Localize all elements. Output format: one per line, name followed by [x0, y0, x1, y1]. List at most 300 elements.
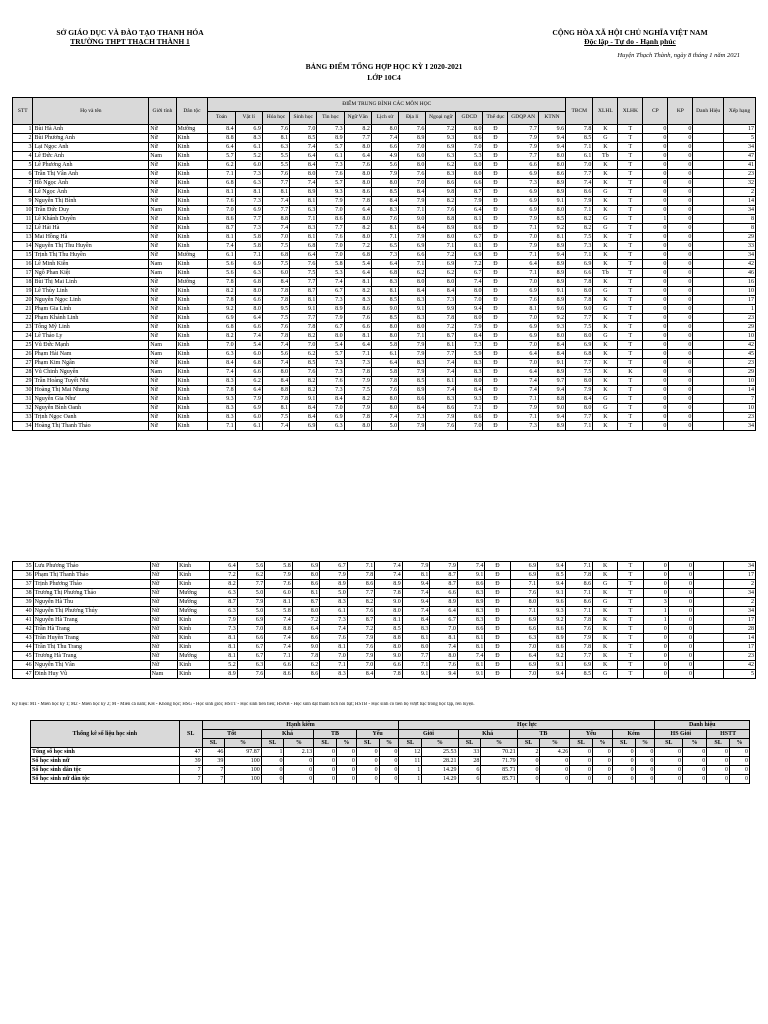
table-cell: 24: [13, 332, 33, 341]
table-cell: 0: [668, 377, 693, 386]
table-cell: 19: [13, 287, 33, 296]
table-cell: 0: [643, 296, 668, 305]
table-cell: 7.1: [566, 251, 593, 260]
table-cell: 6.9: [510, 661, 538, 670]
table-cell: 8.0: [566, 377, 593, 386]
stats-row: [31, 748, 750, 757]
table-cell: T: [618, 323, 643, 332]
table-cell: 8.2: [290, 386, 317, 395]
table-cell: 8.1: [210, 643, 238, 652]
table-cell: 6.4: [508, 350, 538, 359]
table-cell: 7.0: [208, 206, 235, 215]
table-cell: 9.2: [208, 305, 235, 314]
stats-cell: 7: [202, 775, 225, 784]
table-cell: 0: [668, 341, 693, 350]
table-cell: 8.8: [262, 215, 289, 224]
stats-sub-header: TB: [314, 730, 357, 739]
table-cell: 8.9: [426, 224, 456, 233]
table-cell: 47: [13, 670, 34, 679]
table-cell: [693, 224, 724, 233]
table-cell: 6.1: [208, 251, 235, 260]
table-cell: 8.3: [371, 278, 398, 287]
table-cell: [693, 395, 724, 404]
table-cell: 17: [723, 616, 755, 625]
table-cell: 0: [643, 143, 668, 152]
table-cell: 8.0: [456, 314, 483, 323]
stats-cell: 0: [729, 766, 749, 775]
table-cell: 5.0: [237, 589, 265, 598]
table-cell: Kinh: [178, 643, 210, 652]
table-cell: 8.1: [208, 188, 235, 197]
table-cell: 21: [13, 305, 33, 314]
table-cell: 38: [13, 589, 34, 598]
table-cell: Nữ: [149, 179, 176, 188]
table-cell: Kinh: [178, 571, 210, 580]
table-cell: 8.6: [457, 625, 485, 634]
table-cell: [693, 413, 724, 422]
table-cell: 7.3: [456, 341, 483, 350]
table-cell: 8.8: [426, 215, 456, 224]
table-cell: 7.3: [210, 625, 238, 634]
table-cell: 0: [668, 643, 693, 652]
table-cell: 9.8: [426, 188, 456, 197]
table-cell: 7.0: [347, 661, 375, 670]
table-cell: [693, 170, 724, 179]
table-cell: 7.1: [320, 661, 348, 670]
table-cell: 0: [668, 323, 693, 332]
table-cell: 7.0: [317, 242, 344, 251]
table-cell: 8.6: [565, 580, 593, 589]
table-cell: 34: [723, 562, 755, 571]
stats-cell: 0: [356, 775, 379, 784]
table-cell: 7.5: [566, 233, 593, 242]
stats-pct-subheader: %: [683, 739, 707, 748]
table-cell: 0: [643, 224, 668, 233]
table-cell: G: [593, 598, 618, 607]
stats-cell: 85.71: [481, 766, 517, 775]
table-cell: 8.0: [344, 143, 371, 152]
table-cell: 7.9: [508, 143, 538, 152]
table-cell: 9.1: [402, 670, 430, 679]
table-cell: 7.9: [565, 634, 593, 643]
table-cell: 9.6: [538, 305, 565, 314]
col-extra-header: KP: [668, 98, 693, 125]
table-cell: 9.3: [538, 323, 565, 332]
table-cell: 6.4: [371, 260, 398, 269]
table-cell: 8.6: [399, 395, 426, 404]
table-cell: 7.9: [210, 616, 238, 625]
table-cell: T: [618, 134, 643, 143]
stats-cell: 1: [399, 766, 422, 775]
table-cell: 8.1: [371, 224, 398, 233]
table-cell: 7.8: [208, 296, 235, 305]
table-cell: 0: [668, 206, 693, 215]
stats-sub-header: Giỏi: [399, 730, 458, 739]
table-cell: Mường: [176, 251, 208, 260]
table-cell: 9: [13, 197, 33, 206]
table-cell: 7.6: [320, 634, 348, 643]
table-cell: 7.6: [426, 422, 456, 431]
table-cell: 8.6: [344, 188, 371, 197]
table-cell: 6.6: [371, 143, 398, 152]
table-cell: 7.4: [320, 625, 348, 634]
stats-cell: 0: [379, 775, 399, 784]
table-cell: 8.9: [538, 422, 565, 431]
table-cell: 8.0: [456, 170, 483, 179]
table-cell: 0: [643, 197, 668, 206]
table-cell: T: [618, 661, 643, 670]
table-cell: 8.1: [292, 589, 320, 598]
table-cell: 7.7: [235, 215, 262, 224]
student-name: Lê Minh Kiên: [33, 260, 149, 269]
subjects-group-header: ĐIỂM TRUNG BÌNH CÁC MÔN HỌC: [208, 98, 566, 112]
table-cell: 8.0: [566, 332, 593, 341]
table-cell: 8.1: [290, 233, 317, 242]
table-cell: 8.0: [344, 215, 371, 224]
student-name: Trần Hoàng Tuyết Nhi: [33, 377, 149, 386]
table-cell: 8.0: [344, 233, 371, 242]
table-cell: 9.1: [290, 305, 317, 314]
table-cell: 8.1: [402, 571, 430, 580]
table-cell: K: [593, 625, 618, 634]
student-row: [13, 341, 756, 350]
table-cell: K: [593, 170, 618, 179]
student-name: Nguyễn Thị Bình: [33, 197, 149, 206]
table-cell: 7.4: [265, 643, 293, 652]
table-cell: 9.4: [538, 580, 566, 589]
table-cell: 40: [13, 607, 34, 616]
stats-cell: 100: [225, 775, 261, 784]
table-cell: 7.3: [344, 359, 371, 368]
student-name: Lê Khánh Duyên: [33, 215, 149, 224]
student-name: Lại Ngọc Anh: [33, 143, 149, 152]
student-row: [13, 197, 756, 206]
table-cell: 9.3: [317, 188, 344, 197]
table-cell: 7.1: [508, 224, 538, 233]
table-cell: 8.0: [262, 368, 289, 377]
table-cell: 8.1: [290, 197, 317, 206]
table-cell: 8.0: [375, 643, 403, 652]
table-cell: 7.9: [235, 395, 262, 404]
table-cell: 6.1: [371, 350, 398, 359]
table-cell: 8.0: [538, 332, 565, 341]
table-cell: [693, 134, 724, 143]
table-cell: 5.8: [265, 607, 293, 616]
table-cell: 0: [643, 652, 668, 661]
table-cell: 7.3: [399, 413, 426, 422]
table-cell: 6.2: [399, 269, 426, 278]
table-cell: 0: [668, 368, 693, 377]
table-cell: K: [593, 206, 618, 215]
table-cell: 8.3: [402, 625, 430, 634]
table-cell: 7.7: [508, 152, 538, 161]
table-cell: 8.8: [208, 134, 235, 143]
table-cell: 7.8: [565, 571, 593, 580]
table-cell: T: [618, 350, 643, 359]
table-cell: 8.1: [456, 242, 483, 251]
table-cell: 8.5: [538, 215, 565, 224]
table-cell: 17: [13, 269, 33, 278]
table-cell: 0: [643, 368, 668, 377]
table-cell: 7.4: [317, 278, 344, 287]
stats-cell: 0: [655, 757, 683, 766]
table-cell: Nữ: [149, 197, 176, 206]
table-cell: 6.3: [210, 589, 238, 598]
table-cell: T: [618, 386, 643, 395]
table-cell: 0: [643, 242, 668, 251]
table-cell: Nữ: [150, 634, 178, 643]
table-cell: 6.0: [399, 152, 426, 161]
table-cell: 8.9: [210, 670, 238, 679]
student-row: [13, 661, 756, 670]
table-cell: 7.6: [344, 161, 371, 170]
table-cell: 7.4: [457, 652, 485, 661]
table-cell: 23: [13, 323, 33, 332]
table-cell: 9.0: [399, 215, 426, 224]
table-cell: 6.4: [210, 562, 238, 571]
table-cell: [693, 661, 723, 670]
table-cell: Mường: [178, 607, 210, 616]
table-cell: 8.1: [402, 634, 430, 643]
table-cell: Đ: [483, 323, 508, 332]
table-cell: 8.0: [290, 170, 317, 179]
table-cell: 7.8: [262, 332, 289, 341]
table-cell: 7.4: [371, 413, 398, 422]
table-cell: Kinh: [176, 332, 208, 341]
col-extra-header: TBCM: [566, 98, 593, 125]
table-cell: 6.9: [508, 170, 538, 179]
stats-sub-header: Khá: [458, 730, 517, 739]
table-cell: 7.3: [426, 296, 456, 305]
table-cell: 0: [668, 607, 693, 616]
table-cell: 7.7: [508, 125, 538, 134]
table-cell: 8.2: [566, 224, 593, 233]
table-cell: 23: [723, 170, 755, 179]
table-cell: 5.7: [317, 179, 344, 188]
table-cell: 1: [643, 215, 668, 224]
table-cell: Đ: [483, 152, 508, 161]
table-cell: 7.5: [262, 413, 289, 422]
table-cell: Nữ: [149, 188, 176, 197]
table-cell: 7.7: [565, 652, 593, 661]
table-cell: 1: [13, 125, 33, 134]
table-cell: 7.5: [290, 269, 317, 278]
stats-cell: 0: [356, 748, 379, 757]
table-cell: 8.3: [344, 296, 371, 305]
table-cell: 7.1: [235, 251, 262, 260]
table-cell: 8.0: [426, 233, 456, 242]
subject-header: Lịch sử: [371, 111, 398, 125]
table-cell: 7.0: [208, 341, 235, 350]
table-cell: 8.7: [456, 188, 483, 197]
table-cell: 7.4: [457, 562, 485, 571]
table-cell: 8.1: [457, 661, 485, 670]
table-cell: 0: [643, 314, 668, 323]
student-name: Nguyễn Hà Trang: [33, 616, 150, 625]
table-cell: 29: [723, 233, 755, 242]
table-cell: 6.3: [210, 607, 238, 616]
table-cell: G: [593, 670, 618, 679]
table-cell: Đ: [485, 562, 510, 571]
table-cell: 0: [643, 625, 668, 634]
table-cell: 0: [643, 386, 668, 395]
table-cell: Đ: [483, 314, 508, 323]
table-cell: 5.3: [317, 269, 344, 278]
table-cell: 0: [668, 179, 693, 188]
stats-sl-subheader: SL: [707, 739, 730, 748]
table-cell: T: [618, 589, 643, 598]
table-cell: 6.4: [510, 652, 538, 661]
table-cell: 8.2: [290, 332, 317, 341]
table-cell: T: [618, 616, 643, 625]
table-cell: 5.8: [235, 242, 262, 251]
table-cell: Đ: [483, 125, 508, 134]
table-cell: T: [618, 634, 643, 643]
table-cell: 7.4: [426, 386, 456, 395]
table-cell: 8.1: [262, 134, 289, 143]
student-row: [13, 152, 756, 161]
table-cell: 9.1: [538, 287, 565, 296]
table-cell: 0: [668, 598, 693, 607]
table-cell: [693, 562, 723, 571]
table-cell: 7.9: [402, 562, 430, 571]
table-cell: 7.8: [565, 643, 593, 652]
table-cell: 8.1: [426, 341, 456, 350]
table-cell: 7.1: [566, 143, 593, 152]
table-cell: Nữ: [150, 580, 178, 589]
table-cell: 7.8: [208, 278, 235, 287]
table-cell: 7.7: [566, 413, 593, 422]
student-name: Phạm Hải Nam: [33, 350, 149, 359]
table-cell: 6.6: [375, 661, 403, 670]
table-cell: Nữ: [149, 215, 176, 224]
subject-header: GDQP AN: [508, 111, 538, 125]
table-cell: 7.4: [426, 368, 456, 377]
table-cell: [693, 233, 724, 242]
table-cell: [693, 323, 724, 332]
table-cell: 6.4: [208, 143, 235, 152]
table-cell: 7.2: [426, 125, 456, 134]
stats-cell: 6: [458, 766, 481, 775]
stats-cell: 1: [399, 775, 422, 784]
table-cell: T: [618, 670, 643, 679]
table-cell: 6.8: [344, 251, 371, 260]
table-cell: 8.0: [292, 571, 320, 580]
stats-cell: 33: [458, 748, 481, 757]
table-cell: 5.6: [262, 350, 289, 359]
table-cell: 7.1: [566, 206, 593, 215]
table-cell: 0: [668, 562, 693, 571]
table-cell: 5.0: [320, 589, 348, 598]
table-cell: 7.7: [237, 580, 265, 589]
table-cell: 6.4: [290, 251, 317, 260]
table-cell: 0: [668, 350, 693, 359]
table-cell: 8.6: [344, 305, 371, 314]
table-cell: 8.4: [566, 395, 593, 404]
student-row: [13, 278, 756, 287]
academic-group-header: Học lực: [399, 721, 655, 730]
table-cell: 5.3: [456, 152, 483, 161]
table-cell: 3: [643, 598, 668, 607]
table-cell: T: [618, 188, 643, 197]
table-cell: 6.9: [510, 562, 538, 571]
table-cell: 8.9: [317, 305, 344, 314]
stats-sl-subheader: SL: [314, 739, 337, 748]
table-cell: 7.9: [399, 350, 426, 359]
table-cell: 7.6: [371, 215, 398, 224]
table-cell: 8.5: [538, 571, 566, 580]
ministry-header: [40, 28, 220, 46]
table-cell: 7.5: [344, 386, 371, 395]
table-cell: Đ: [483, 386, 508, 395]
table-cell: Nam: [149, 260, 176, 269]
table-cell: T: [618, 125, 643, 134]
table-cell: 8.0: [344, 422, 371, 431]
table-cell: 0: [643, 179, 668, 188]
table-cell: Đ: [483, 278, 508, 287]
table-cell: 8.9: [538, 269, 565, 278]
table-cell: 7.8: [371, 377, 398, 386]
table-cell: 7.1: [426, 242, 456, 251]
table-cell: 6.1: [235, 143, 262, 152]
table-cell: 8.0: [344, 179, 371, 188]
table-cell: 7.8: [375, 589, 403, 598]
student-row: [13, 350, 756, 359]
table-cell: 6.2: [237, 571, 265, 580]
table-cell: 33: [13, 413, 33, 422]
table-cell: 8.5: [371, 188, 398, 197]
table-cell: 7.9: [430, 562, 458, 571]
stats-row: [31, 766, 750, 775]
student-row: [13, 215, 756, 224]
table-cell: 8.5: [290, 134, 317, 143]
table-cell: 7.0: [317, 251, 344, 260]
table-cell: 46: [13, 661, 34, 670]
table-cell: K: [593, 179, 618, 188]
table-cell: Kinh: [176, 215, 208, 224]
table-cell: 8.2: [426, 197, 456, 206]
table-cell: K: [593, 278, 618, 287]
table-cell: 0: [668, 305, 693, 314]
table-cell: 6.4: [344, 341, 371, 350]
table-cell: 0: [668, 616, 693, 625]
table-cell: 9.0: [538, 404, 565, 413]
table-cell: 6.9: [510, 571, 538, 580]
stats-cell: 0: [592, 775, 612, 784]
table-cell: 8.1: [375, 616, 403, 625]
stats-cell: 0: [284, 757, 314, 766]
table-cell: Nữ: [149, 422, 176, 431]
table-cell: Kinh: [176, 134, 208, 143]
table-cell: 9.4: [538, 134, 565, 143]
table-cell: 0: [643, 589, 668, 598]
table-cell: 7.7: [290, 314, 317, 323]
table-cell: 5.0: [237, 607, 265, 616]
table-cell: Kinh: [176, 233, 208, 242]
table-cell: 0: [668, 359, 693, 368]
table-cell: 9.5: [262, 305, 289, 314]
student-name: Bùi Hà Anh: [33, 125, 149, 134]
table-cell: 8.9: [430, 598, 458, 607]
table-cell: 7.9: [399, 233, 426, 242]
table-cell: 8.6: [456, 413, 483, 422]
table-cell: 8.0: [371, 125, 398, 134]
table-cell: 5.8: [235, 233, 262, 242]
stats-cell: 0: [540, 775, 570, 784]
school-name: TRƯỜNG THPT THẠCH THÀNH 1: [70, 37, 190, 46]
table-cell: 6.9: [510, 616, 538, 625]
table-cell: 8.1: [538, 233, 565, 242]
